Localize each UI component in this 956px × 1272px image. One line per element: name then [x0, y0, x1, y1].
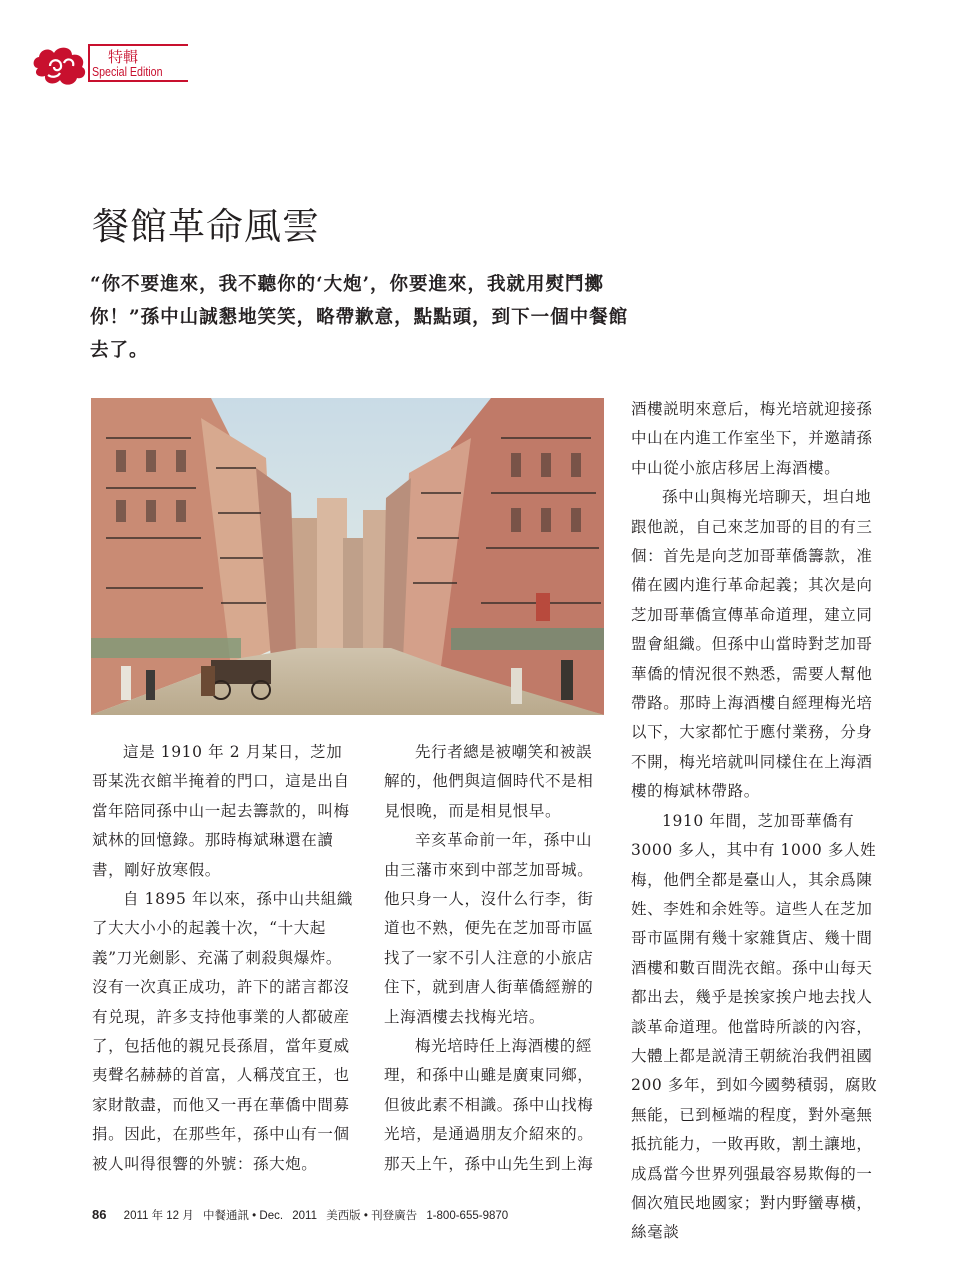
- paragraph: 辛亥革命前一年，孫中山由三藩市來到中部芝加哥城。他只身一人，沒什么行李，街道也不熟，便先在芝加哥市區找了一家不引人注意的小旅店住下，就到唐人街華僑經辦的上海酒樓去找梅光培。: [384, 831, 594, 1026]
- article-column-3: [631, 395, 879, 1248]
- page-number: 86: [92, 1207, 107, 1222]
- section-label-chinese: 特輯: [108, 48, 139, 66]
- paragraph: 孫中山與梅光培聊天，坦白地跟他説，自己來芝加哥的目的有三個：首先是向芝加哥華僑籌款，准備在國内進行革命起義；其次是向芝加哥華僑宣傳革命道理，建立同盟會組織。但孫中山當時對芝加哥華僑的情況很不熟悉，需要人幫他帶路。那時上海酒樓自經理梅光培以下，大家都忙于應付業務，分身不開，梅光培就叫同樣住在上海酒樓的梅斌林帶路。: [631, 488, 873, 801]
- footer-year: 2011: [292, 1210, 317, 1222]
- footer-phone: 1-800-655-9870: [426, 1210, 509, 1222]
- cloud-ornament-icon: [30, 40, 92, 92]
- paragraph: 自 1895 年以來，孫中山共組織了大大小小的起義十次，“十大起義”刀光劍影、充滿了刺殺與爆炸。沒有一次真正成功，許下的諾言都沒有兑現，許多支持他事業的人都破産了，包括他的親兄長孫眉，當年夏威夷聲名赫赫的首富，人稱茂宜王，也家財散盡，而他又一再在華僑中間募捐。因此，在那些年，孫中山有一個被人叫得很響的外號：孫大炮。: [92, 890, 354, 1173]
- footer-date: 2011 年 12 月: [123, 1210, 194, 1222]
- paragraph: 先行者總是被嘲笑和被誤解的，他們與這個時代不是相見恨晚，而是相見恨早。: [384, 743, 594, 820]
- article-column-2: [384, 738, 606, 1179]
- paragraph: 酒樓説明來意后，梅光培就迎接孫中山在内進工作室坐下，并邀請孫中山從小旅店移居上海酒樓。: [631, 400, 873, 477]
- street-photo: [91, 398, 604, 715]
- footer-magazine: 中餐通訊 • Dec.: [202, 1210, 284, 1222]
- page-footer: [92, 1207, 514, 1223]
- paragraph: 這是 1910 年 2 月某日，芝加哥某洗衣館半掩着的門口，這是出自當年陪同孫中山一起去籌款的，叫梅斌林的回憶錄。那時梅斌琳還在讀書，剛好放寒假。: [92, 743, 350, 879]
- paragraph: 1910 年間，芝加哥華僑有 3000 多人，其中有 1000 多人姓梅，他們全都是臺山人，其余爲陳姓、李姓和余姓等。這些人在芝加哥市區開有幾十家雜貨店、幾十間酒樓和數百間洗衣館。孫中山每天都出去，幾乎是挨家挨户地去找人談革命道理。他當時所談的內容，大體上都是説清王朝統治我們祖國 200 多年，到如今國勢積弱，腐敗無能，已到極端的程度，對外毫無抵抗能力，一敗再敗，割土讓地，成爲當今世界列强最容易欺侮的一個次殖民地國家；對内野蠻專橫，絲毫談: [631, 811, 878, 1242]
- paragraph: 梅光培時任上海酒樓的經理，和孫中山雖是廣東同鄉，但彼此素不相識。孫中山找梅光培，是通過朋友介紹來的。那天上午，孫中山先生到上海: [384, 1037, 594, 1173]
- section-label-english: Special Edition: [92, 64, 163, 79]
- article-lead: “你不要進來，我不聽你的‘大炮’，你要進來，我就用熨鬥擲你！”孫中山誠懇地笑笑，略帶歉意，點點頭，到下一個中餐館去了。: [90, 274, 629, 361]
- footer-edition: 美西版 • 刊登廣告: [326, 1210, 418, 1222]
- article-title: 餐館革命風雲: [92, 205, 320, 248]
- article-column-1: [92, 738, 354, 1179]
